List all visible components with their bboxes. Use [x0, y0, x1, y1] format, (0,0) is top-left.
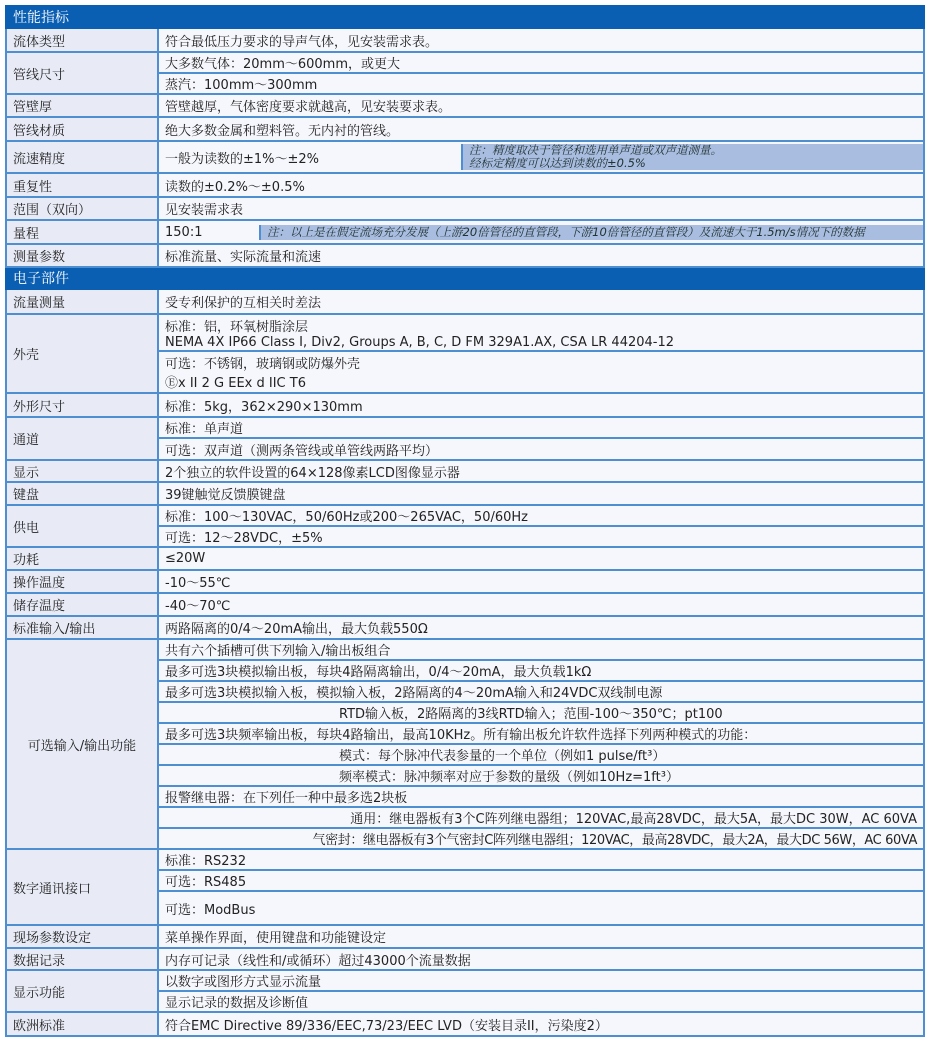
row-value: 可选：12～28VDC，±5% [158, 526, 924, 547]
row-value: 39键触觉反馈膜键盘 [158, 482, 924, 505]
row-label: 功耗 [6, 547, 158, 570]
row-value: 标准：单声道 [158, 417, 924, 438]
row-label: 量程 [6, 220, 158, 244]
row-value: 气密封：继电器板有3个气密封C阵列继电器组；120VAC，最高28VDC，最大2A，最大DC 56W，AC 60VA [158, 828, 924, 849]
row-label: 管线尺寸 [6, 52, 158, 94]
section-header-electronics: 电子部件 [6, 267, 924, 289]
note-line: 注：精度取决于管径和选用单声道或双声道测量。 [469, 143, 722, 157]
row-value: 标准流量、实际流量和流速 [158, 244, 924, 267]
row-value: 绝大多数金属和塑料管。无内衬的管线。 [158, 117, 924, 141]
row-value: 标准：RS232 [158, 849, 924, 870]
row-value: 通用：继电器板有3个C阵列继电器组；120VAC,最高28VDC，最大5A，最大DC 30W，AC 60VA [158, 807, 924, 828]
row-label: 欧洲标准 [6, 1012, 158, 1036]
row-label: 测量参数 [6, 244, 158, 267]
row-label: 数字通讯接口 [6, 849, 158, 925]
value-line: 可选：不锈钢，玻璃钢或防爆外壳 [165, 357, 361, 372]
row-value [158, 351, 924, 393]
row-value: 共有六个插槽可供下列输入/输出板组合 [158, 639, 924, 660]
row-value: 最多可选3块模拟输出板，每块4路隔离输出，0/4～20mA，最大负载1kΩ [158, 660, 924, 681]
row-value: 内存可记录（线性和/或循环）超过43000个流量数据 [158, 948, 924, 970]
row-value: 最多可选3块模拟输入板，模拟输入板，2路隔离的4～20mA输入和24VDC双线制电源 [158, 681, 924, 702]
row-value: 模式：每个脉冲代表参量的一个单位（例如1 pulse/ft³） [158, 744, 924, 765]
row-value: 见安装需求表 [158, 197, 924, 220]
row-value: 报警继电器：在下列任一种中最多选2块板 [158, 786, 924, 807]
row-value: -40～70℃ [158, 593, 924, 616]
row-value: 蒸汽：100mm～300mm [158, 73, 924, 94]
row-value: 以数字或图形方式显示流量 [158, 970, 924, 991]
row-label: 管壁厚 [6, 94, 158, 117]
row-value: 一般为读数的±1%～±2% [165, 151, 320, 167]
value-line: 标准：铝，环氧树脂涂层 [165, 319, 309, 335]
row-label: 键盘 [6, 482, 158, 505]
row-label: 外壳 [6, 314, 158, 393]
row-value: 标准：100～130VAC，50/60Hz或200～265VAC，50/60Hz [158, 505, 924, 526]
row-label: 数据记录 [6, 948, 158, 970]
row-value: 频率模式：脉冲频率对应于参数的量级（例如10Hz=1ft³） [158, 765, 924, 786]
spec-table [5, 5, 925, 1037]
row-label: 操作温度 [6, 570, 158, 593]
row-value: 大多数气体：20mm～600mm，或更大 [158, 52, 924, 73]
row-label: 流速精度 [6, 141, 158, 173]
value-line: NEMA 4X IP66 Class I, Div2, Groups A, B, C, D FM 329A1.AX, CSA LR 44204-12 [165, 334, 675, 350]
row-label: 管线材质 [6, 117, 158, 141]
row-value: 符合EMC Directive 89/336/EEC,73/23/EEC LVD（安装目录II，污染度2） [158, 1012, 924, 1036]
row-value: 可选：双声道（测两条管线或单管线两路平均） [158, 438, 924, 460]
row-value: 150:1 [165, 224, 203, 240]
row-label: 标准输入/输出 [6, 616, 158, 639]
row-value: 菜单操作界面，使用键盘和功能键设定 [158, 925, 924, 948]
row-value [158, 314, 924, 351]
row-value: 显示记录的数据及诊断值 [158, 991, 924, 1012]
row-value: RTD输入板，2路隔离的3线RTD输入；范围-100～350℃；pt100 [158, 702, 924, 723]
value-line: Ⓔx II 2 G EEx d IIC T6 [165, 376, 306, 391]
accuracy-note [461, 144, 923, 170]
row-label: 储存温度 [6, 593, 158, 616]
row-label: 供电 [6, 505, 158, 547]
row-value-with-note [158, 141, 924, 173]
row-value: ≤20W [158, 547, 924, 570]
row-label: 可选输入/输出功能 [6, 639, 158, 849]
row-label: 外形尺寸 [6, 393, 158, 417]
row-label: 流量测量 [6, 289, 158, 314]
row-label: 重复性 [6, 173, 158, 197]
row-value: 可选：RS485 [158, 870, 924, 891]
row-value: 可选：ModBus [158, 891, 924, 925]
row-value: 最多可选3块频率输出板，每块4路输出，最高10KHz。所有输出板允许软件选择下列两种模式的功能： [158, 723, 924, 744]
section-header-performance: 性能指标 [6, 6, 924, 28]
row-label: 显示 [6, 460, 158, 482]
row-value-with-note [158, 220, 924, 244]
row-label: 流体类型 [6, 28, 158, 52]
row-value: 管壁越厚，气体密度要求就越高，见安装要求表。 [158, 94, 924, 117]
row-value: 受专利保护的互相关时差法 [158, 289, 924, 314]
row-label: 通道 [6, 417, 158, 460]
row-label: 显示功能 [6, 970, 158, 1012]
row-label: 现场参数设定 [6, 925, 158, 948]
row-value: 符合最低压力要求的导声气体，见安装需求表。 [158, 28, 924, 52]
row-label: 范围（双向） [6, 197, 158, 220]
row-value: -10～55℃ [158, 570, 924, 593]
row-value: 2个独立的软件设置的64×128像素LCD图像显示器 [158, 460, 924, 482]
row-value: 读数的±0.2%～±0.5% [158, 173, 924, 197]
range-note: 注：以上是在假定流场充分发展（上游20倍管径的直管段，下游10倍管径的直管段）及流速大于1.5m/s情况下的数据 [259, 225, 923, 240]
row-value: 标准：5kg，362×290×130mm [158, 393, 924, 417]
note-line: 经标定精度可以达到读数的±0.5% [469, 156, 646, 170]
row-value: 两路隔离的0/4～20mA输出，最大负载550Ω [158, 616, 924, 639]
